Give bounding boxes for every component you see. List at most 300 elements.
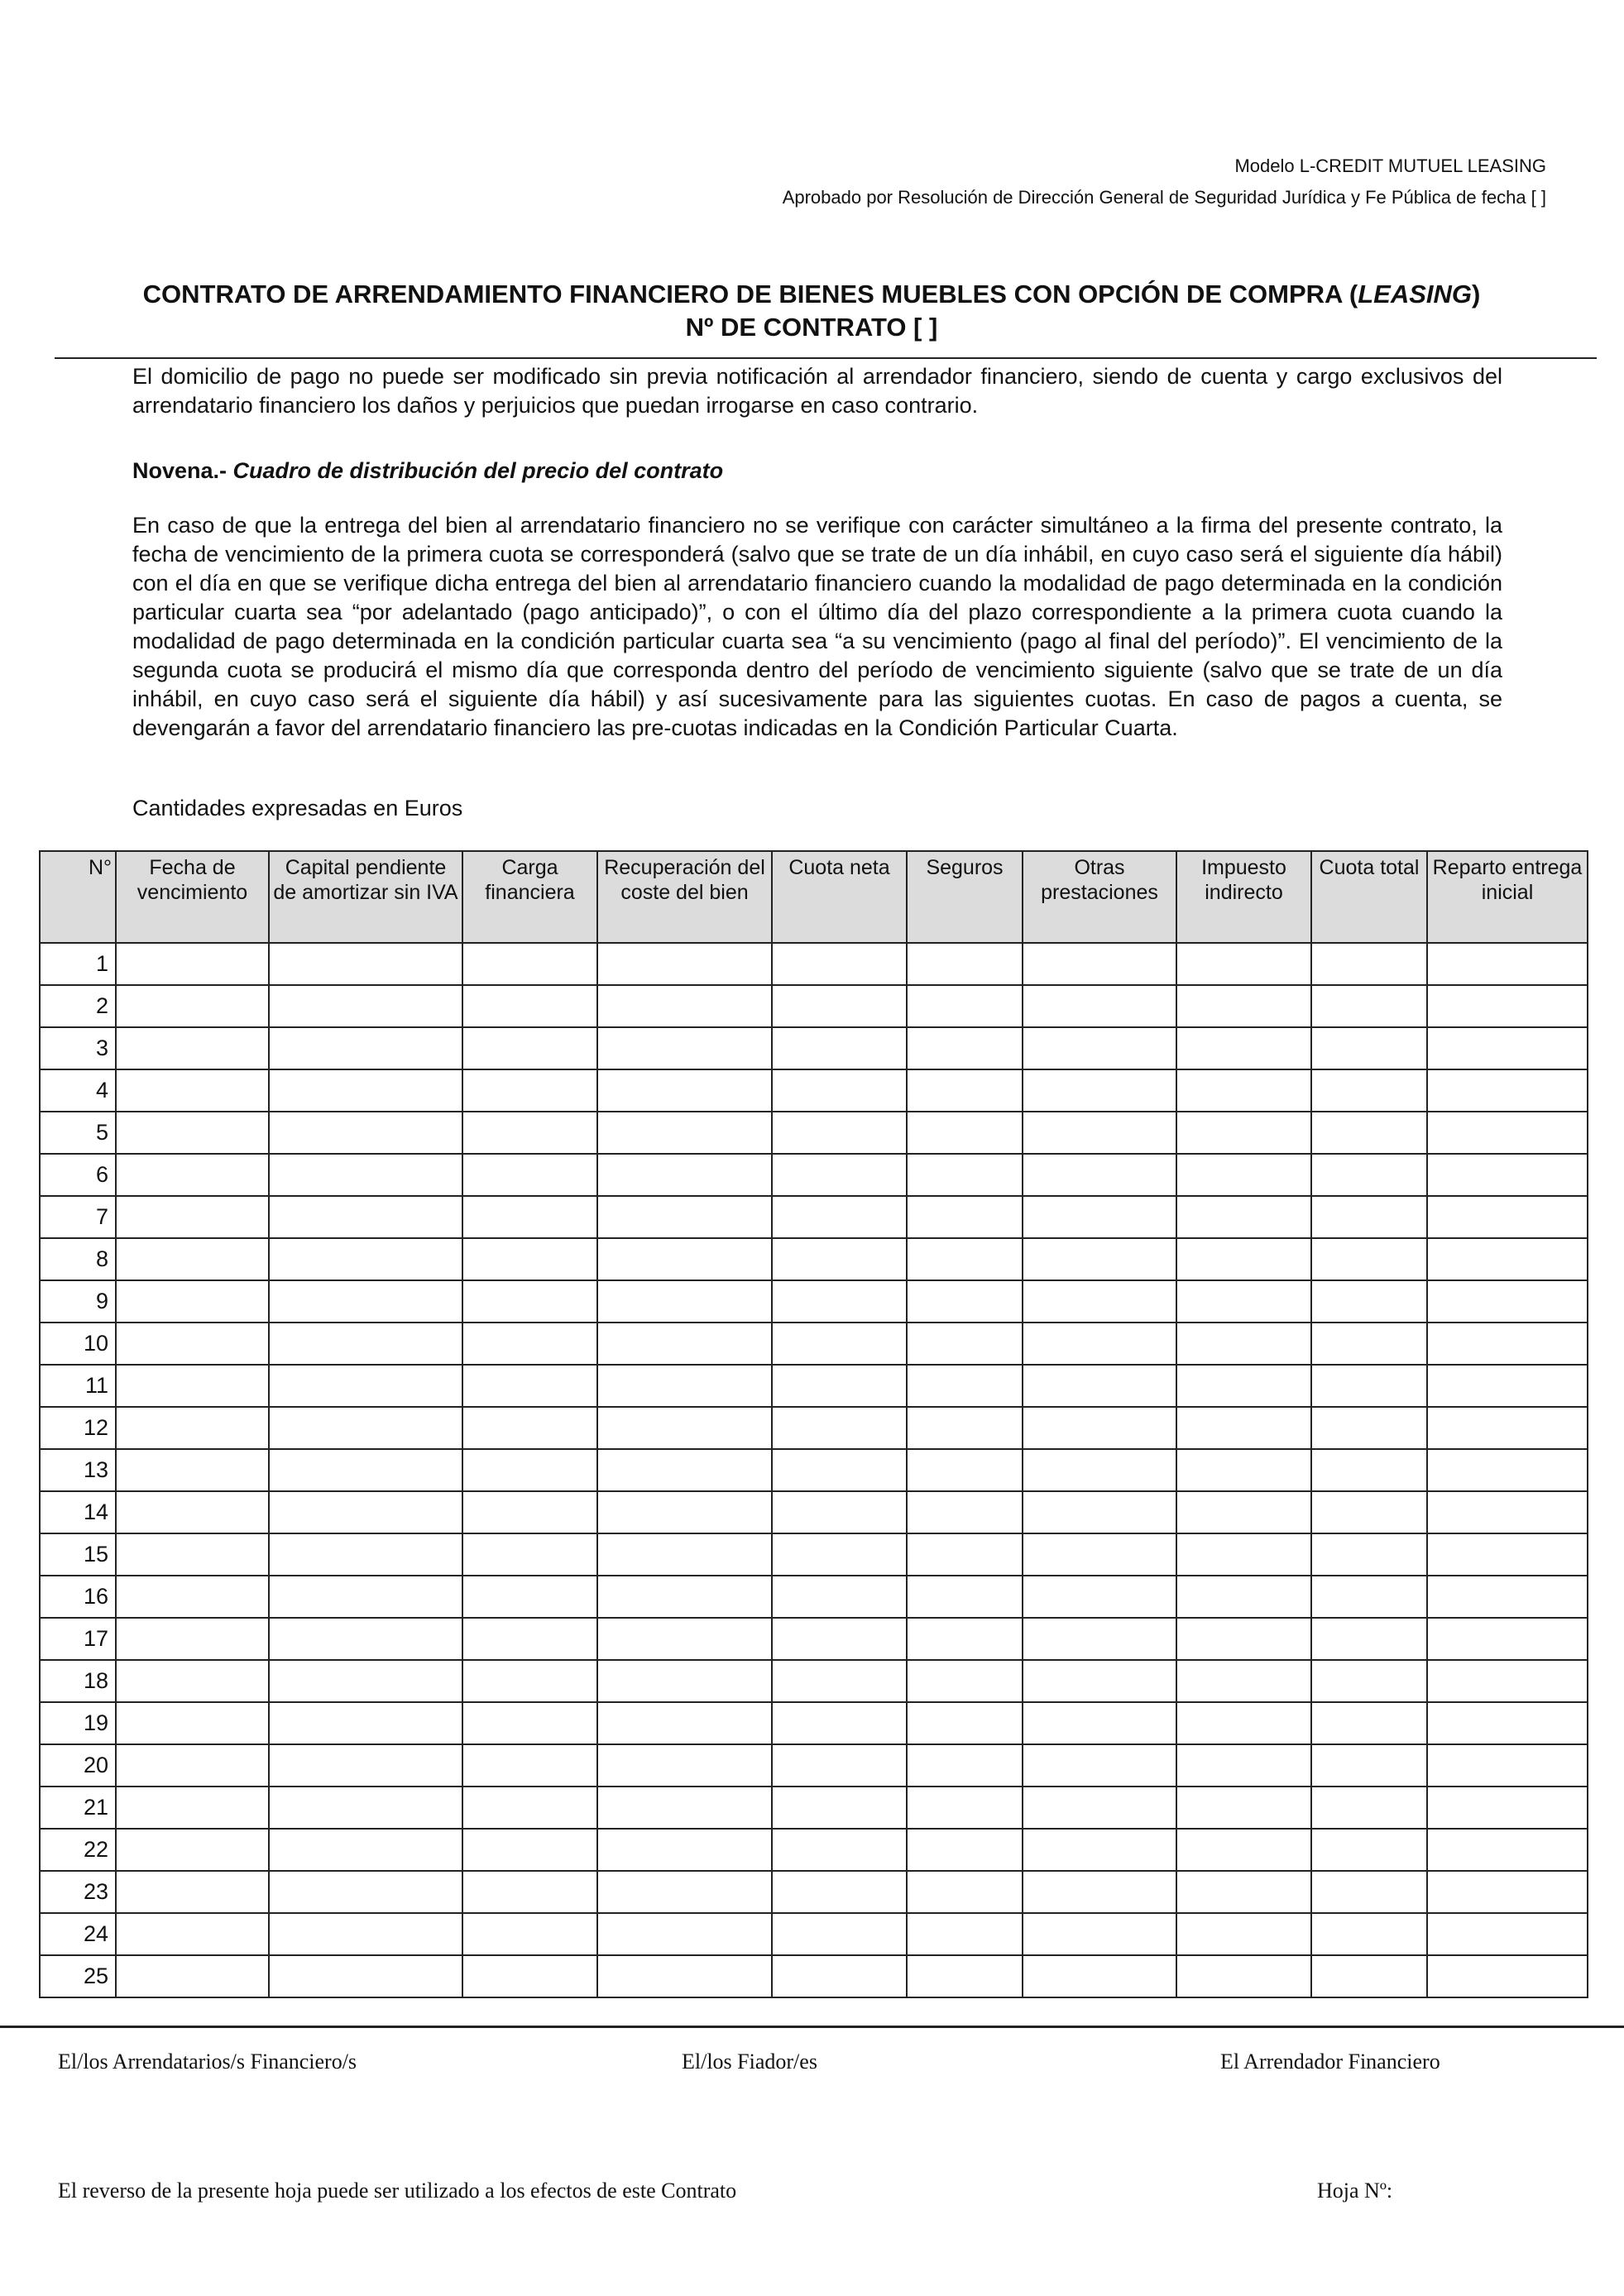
clause-paragraph: En caso de que la entrega del bien al arrendatario financiero no se verifique con carácter simultáneo a la firma del presente contrato, la fecha de vencimiento de la primera cuota se corresponderá (salvo que se trate de un día inhábil, en cuyo caso será el siguiente día hábil) con el día en que se verifique dicha entrega del bien al arrendatario financiero cuando la modalidad de pago determinada en la condición particular cuarta sea “por adelantado (pago anticipado)”, o con el último día del plazo correspondiente a la primera cuota cuando la modalidad de pago determinada en la condición particular cuarta sea “a su vencimiento (pago al final del período)”. El vencimiento de la segunda cuota se producirá el mismo día que corresponda dentro del período de vencimiento siguiente (salvo que se trate de un día inhábil, en cuyo caso será el siguiente día hábil) y así sucesivamente para las siguientes cuotas. En caso de pagos a cuenta, se devengarán a favor del arrendatario financiero las pre-cuotas indicadas en la Condición Particular Cuarta.: [132, 513, 1502, 740]
table-cell[interactable]: [907, 1871, 1023, 1913]
table-cell[interactable]: [597, 1618, 772, 1660]
signature-lessor: El Arrendador Financiero: [1220, 2050, 1440, 2074]
title-main: CONTRATO DE ARRENDAMIENTO FINANCIERO DE BIENES MUEBLES CON OPCIÓN DE COMPRA (: [142, 280, 1358, 309]
table-row: [40, 1702, 1588, 1744]
table-row: [40, 1154, 1588, 1196]
table-row: [40, 1280, 1588, 1323]
table-cell[interactable]: [1023, 1238, 1176, 1280]
table-cell[interactable]: [907, 1618, 1023, 1660]
table-cell[interactable]: [1427, 1280, 1588, 1323]
table-cell[interactable]: [116, 1787, 269, 1829]
table-cell[interactable]: [1176, 985, 1311, 1027]
table-cell[interactable]: [462, 1744, 597, 1787]
table-cell[interactable]: [1311, 1702, 1427, 1744]
table-cell[interactable]: [907, 1744, 1023, 1787]
table-cell[interactable]: [1427, 1196, 1588, 1238]
table-cell[interactable]: [269, 1660, 462, 1702]
table-cell[interactable]: [772, 943, 907, 985]
col-header-indirect-tax: Impuesto indirecto: [1176, 851, 1311, 943]
table-cell[interactable]: [1311, 1871, 1427, 1913]
table-cell[interactable]: [462, 1871, 597, 1913]
table-cell[interactable]: [1023, 1913, 1176, 1955]
table-cell[interactable]: [269, 1112, 462, 1154]
table-cell[interactable]: [116, 1744, 269, 1787]
table-cell[interactable]: [1176, 1449, 1311, 1491]
row-number: 11: [40, 1365, 116, 1407]
table-cell[interactable]: [462, 1576, 597, 1618]
row-number: 10: [40, 1323, 116, 1365]
table-cell[interactable]: [597, 1533, 772, 1576]
table-cell[interactable]: [1427, 985, 1588, 1027]
table-cell[interactable]: [116, 1618, 269, 1660]
table-cell[interactable]: [269, 1196, 462, 1238]
table-cell[interactable]: [772, 1027, 907, 1069]
table-cell[interactable]: [1427, 1787, 1588, 1829]
table-cell[interactable]: [1023, 1280, 1176, 1323]
col-header-other-services: Otras prestaciones: [1023, 851, 1176, 943]
table-cell[interactable]: [907, 1702, 1023, 1744]
table-cell[interactable]: [462, 943, 597, 985]
table-cell[interactable]: [269, 1744, 462, 1787]
table-cell[interactable]: [462, 1323, 597, 1365]
table-cell[interactable]: [1311, 1829, 1427, 1871]
row-number: 4: [40, 1069, 116, 1112]
table-cell[interactable]: [1427, 1618, 1588, 1660]
table-cell[interactable]: [462, 1280, 597, 1323]
table-cell[interactable]: [1311, 1365, 1427, 1407]
table-cell[interactable]: [1023, 1744, 1176, 1787]
col-header-due-date: Fecha de vencimiento: [116, 851, 269, 943]
table-cell[interactable]: [269, 1323, 462, 1365]
table-cell[interactable]: [1023, 943, 1176, 985]
table-cell[interactable]: [269, 1069, 462, 1112]
table-cell[interactable]: [1427, 1365, 1588, 1407]
row-number: 21: [40, 1787, 116, 1829]
table-cell[interactable]: [907, 1955, 1023, 1997]
table-cell[interactable]: [1427, 1660, 1588, 1702]
table-cell[interactable]: [1311, 1280, 1427, 1323]
table-row: [40, 1576, 1588, 1618]
table-cell[interactable]: [907, 1660, 1023, 1702]
table-cell[interactable]: [1311, 1154, 1427, 1196]
table-cell[interactable]: [269, 1154, 462, 1196]
table-cell[interactable]: [597, 1280, 772, 1323]
table-cell[interactable]: [462, 1829, 597, 1871]
table-cell[interactable]: [597, 1238, 772, 1280]
table-cell[interactable]: [1427, 1323, 1588, 1365]
table-cell[interactable]: [1023, 1533, 1176, 1576]
table-cell[interactable]: [116, 1871, 269, 1913]
table-cell[interactable]: [597, 1323, 772, 1365]
table-cell[interactable]: [116, 1112, 269, 1154]
table-cell[interactable]: [269, 1829, 462, 1871]
table-cell[interactable]: [1176, 1787, 1311, 1829]
table-cell[interactable]: [1311, 1533, 1427, 1576]
table-cell[interactable]: [1176, 1533, 1311, 1576]
table-cell[interactable]: [907, 1576, 1023, 1618]
approval-label: Aprobado por Resolución de Dirección General de Seguridad Jurídica y Fe Pública de fecha [ ]: [782, 187, 1546, 208]
table-cell[interactable]: [462, 1069, 597, 1112]
price-distribution-table: [39, 850, 1588, 1998]
table-cell[interactable]: [1427, 1871, 1588, 1913]
table-cell[interactable]: [462, 1365, 597, 1407]
table-cell[interactable]: [1176, 1112, 1311, 1154]
table-cell[interactable]: [1176, 1491, 1311, 1533]
table-cell[interactable]: [907, 1196, 1023, 1238]
row-number: 22: [40, 1829, 116, 1871]
table-body: [40, 943, 1588, 1997]
table-cell[interactable]: [1427, 1027, 1588, 1069]
table-cell[interactable]: [1176, 1069, 1311, 1112]
table-cell[interactable]: [597, 985, 772, 1027]
table-cell[interactable]: [597, 1955, 772, 1997]
table-cell[interactable]: [772, 1576, 907, 1618]
table-cell[interactable]: [1023, 1955, 1176, 1997]
col-header-net-installment: Cuota neta: [772, 851, 907, 943]
table-cell[interactable]: [1023, 985, 1176, 1027]
table-cell[interactable]: [1311, 1069, 1427, 1112]
table-cell[interactable]: [1176, 1196, 1311, 1238]
table-cell[interactable]: [772, 1196, 907, 1238]
table-cell[interactable]: [1176, 1955, 1311, 1997]
table-cell[interactable]: [1311, 1576, 1427, 1618]
table-cell[interactable]: [1427, 1069, 1588, 1112]
table-row: [40, 1787, 1588, 1829]
table-cell[interactable]: [1176, 1913, 1311, 1955]
table-row: [40, 1533, 1588, 1576]
table-cell[interactable]: [772, 985, 907, 1027]
table-cell[interactable]: [116, 1154, 269, 1196]
table-cell[interactable]: [597, 1027, 772, 1069]
table-cell[interactable]: [1311, 1407, 1427, 1449]
table-cell[interactable]: [269, 1618, 462, 1660]
table-cell[interactable]: [907, 1280, 1023, 1323]
table-cell[interactable]: [772, 1069, 907, 1112]
table-cell[interactable]: [116, 1280, 269, 1323]
table-cell[interactable]: [116, 1576, 269, 1618]
table-cell[interactable]: [269, 1491, 462, 1533]
table-cell[interactable]: [772, 1913, 907, 1955]
table-cell[interactable]: [907, 1913, 1023, 1955]
table-cell[interactable]: [907, 1491, 1023, 1533]
table-cell[interactable]: [1427, 1449, 1588, 1491]
table-cell[interactable]: [269, 1533, 462, 1576]
table-cell[interactable]: [1023, 1407, 1176, 1449]
table-cell[interactable]: [269, 1407, 462, 1449]
table-cell[interactable]: [1176, 1027, 1311, 1069]
table-cell[interactable]: [1311, 1196, 1427, 1238]
col-header-cost-recovery: Recuperación del coste del bien: [597, 851, 772, 943]
table-cell[interactable]: [907, 1112, 1023, 1154]
row-number: 17: [40, 1618, 116, 1660]
table-cell[interactable]: [772, 1618, 907, 1660]
table-cell[interactable]: [1176, 1323, 1311, 1365]
table-cell[interactable]: [1427, 1238, 1588, 1280]
reverse-note: El reverso de la presente hoja puede ser utilizado a los efectos de este Contrato: [58, 2179, 737, 2203]
table-cell[interactable]: [1023, 1618, 1176, 1660]
table-cell[interactable]: [116, 1533, 269, 1576]
table-cell[interactable]: [462, 1449, 597, 1491]
table-cell[interactable]: [597, 1365, 772, 1407]
table-cell[interactable]: [1176, 1744, 1311, 1787]
table-cell[interactable]: [462, 1238, 597, 1280]
signature-guarantors: El/los Fiador/es: [682, 2050, 817, 2074]
table-cell[interactable]: [1311, 1913, 1427, 1955]
table-cell[interactable]: [772, 1787, 907, 1829]
table-cell[interactable]: [772, 1871, 907, 1913]
table-cell[interactable]: [1023, 1491, 1176, 1533]
table-cell[interactable]: [1311, 1955, 1427, 1997]
table-cell[interactable]: [269, 1449, 462, 1491]
table-cell[interactable]: [597, 1660, 772, 1702]
table-cell[interactable]: [1427, 1955, 1588, 1997]
table-cell[interactable]: [116, 1069, 269, 1112]
table-cell[interactable]: [269, 1576, 462, 1618]
table-cell[interactable]: [1311, 1787, 1427, 1829]
table-cell[interactable]: [1311, 1027, 1427, 1069]
table-cell[interactable]: [1023, 1027, 1176, 1069]
table-cell[interactable]: [1427, 1913, 1588, 1955]
table-cell[interactable]: [1311, 1744, 1427, 1787]
table-cell[interactable]: [116, 1196, 269, 1238]
table-cell[interactable]: [116, 1407, 269, 1449]
table-cell[interactable]: [907, 1365, 1023, 1407]
table-cell[interactable]: [462, 1660, 597, 1702]
table-cell[interactable]: [597, 1913, 772, 1955]
table-cell[interactable]: [772, 1955, 907, 1997]
table-cell[interactable]: [269, 1365, 462, 1407]
table-cell[interactable]: [1176, 1702, 1311, 1744]
table-cell[interactable]: [462, 1491, 597, 1533]
table-cell[interactable]: [116, 1238, 269, 1280]
table-cell[interactable]: [597, 1407, 772, 1449]
table-cell[interactable]: [462, 1618, 597, 1660]
table-cell[interactable]: [1311, 985, 1427, 1027]
table-cell[interactable]: [907, 1238, 1023, 1280]
table-cell[interactable]: [772, 1449, 907, 1491]
table-cell[interactable]: [1427, 1112, 1588, 1154]
table-cell[interactable]: [772, 1744, 907, 1787]
table-cell[interactable]: [269, 1787, 462, 1829]
table-cell[interactable]: [1311, 1618, 1427, 1660]
table-cell[interactable]: [462, 1196, 597, 1238]
table-cell[interactable]: [269, 1280, 462, 1323]
row-number: 19: [40, 1702, 116, 1744]
table-cell[interactable]: [597, 1196, 772, 1238]
table-cell[interactable]: [907, 1829, 1023, 1871]
table-cell[interactable]: [1427, 1576, 1588, 1618]
table-cell[interactable]: [462, 1407, 597, 1449]
table-cell[interactable]: [269, 1871, 462, 1913]
row-number: 6: [40, 1154, 116, 1196]
table-cell[interactable]: [597, 1829, 772, 1871]
table-cell[interactable]: [269, 943, 462, 985]
table-row: [40, 1618, 1588, 1660]
table-cell[interactable]: [597, 1744, 772, 1787]
table-row: [40, 1112, 1588, 1154]
clause-number: Novena.-: [132, 458, 228, 483]
table-cell[interactable]: [907, 943, 1023, 985]
table-cell[interactable]: [462, 1787, 597, 1829]
table-cell[interactable]: [1311, 1112, 1427, 1154]
table-row: [40, 1491, 1588, 1533]
table-cell[interactable]: [1311, 1491, 1427, 1533]
title-close: ): [1472, 280, 1481, 309]
table-cell[interactable]: [1023, 1154, 1176, 1196]
table-cell[interactable]: [269, 1027, 462, 1069]
table-cell[interactable]: [116, 1323, 269, 1365]
table-row: [40, 1829, 1588, 1871]
table-cell[interactable]: [1023, 1323, 1176, 1365]
table-cell[interactable]: [1176, 1829, 1311, 1871]
table-cell[interactable]: [1176, 1238, 1311, 1280]
table-cell[interactable]: [269, 1702, 462, 1744]
table-cell[interactable]: [1023, 1871, 1176, 1913]
table-cell[interactable]: [116, 1702, 269, 1744]
table-cell[interactable]: [116, 1660, 269, 1702]
table-cell[interactable]: [1023, 1196, 1176, 1238]
table-cell[interactable]: [1176, 1154, 1311, 1196]
table-cell[interactable]: [597, 1449, 772, 1491]
table-cell[interactable]: [1176, 1365, 1311, 1407]
table-cell[interactable]: [269, 985, 462, 1027]
table-cell[interactable]: [462, 1027, 597, 1069]
table-cell[interactable]: [1427, 1154, 1588, 1196]
table-cell[interactable]: [269, 1955, 462, 1997]
table-cell[interactable]: [772, 1323, 907, 1365]
table-cell[interactable]: [1311, 1660, 1427, 1702]
row-number: 24: [40, 1913, 116, 1955]
table-cell[interactable]: [1023, 1365, 1176, 1407]
table-cell[interactable]: [462, 1154, 597, 1196]
table-cell[interactable]: [116, 1027, 269, 1069]
table-cell[interactable]: [116, 1913, 269, 1955]
table-cell[interactable]: [772, 1533, 907, 1576]
table-cell[interactable]: [116, 1449, 269, 1491]
title-line-1: [55, 278, 1569, 311]
table-cell[interactable]: [597, 1702, 772, 1744]
table-cell[interactable]: [1176, 1280, 1311, 1323]
table-cell[interactable]: [907, 985, 1023, 1027]
table-row: [40, 1955, 1588, 1997]
table-cell[interactable]: [1427, 1533, 1588, 1576]
table-cell[interactable]: [907, 1154, 1023, 1196]
table-cell[interactable]: [1023, 1787, 1176, 1829]
table-cell[interactable]: [116, 1491, 269, 1533]
table-cell[interactable]: [269, 1238, 462, 1280]
table-cell[interactable]: [1023, 1660, 1176, 1702]
table-cell[interactable]: [1427, 1702, 1588, 1744]
table-cell[interactable]: [772, 1829, 907, 1871]
table-row: [40, 1660, 1588, 1702]
table-cell[interactable]: [1311, 1323, 1427, 1365]
table-cell[interactable]: [1023, 1112, 1176, 1154]
table-cell[interactable]: [462, 1702, 597, 1744]
table-cell[interactable]: [907, 1533, 1023, 1576]
row-number: 5: [40, 1112, 116, 1154]
table-cell[interactable]: [1311, 1449, 1427, 1491]
table-row: [40, 1027, 1588, 1069]
table-cell[interactable]: [1427, 943, 1588, 985]
table-header-row: [40, 851, 1588, 943]
table-cell[interactable]: [462, 985, 597, 1027]
table-cell[interactable]: [1023, 1702, 1176, 1744]
table-cell[interactable]: [1023, 1449, 1176, 1491]
table-cell[interactable]: [907, 1027, 1023, 1069]
table-cell[interactable]: [772, 1112, 907, 1154]
table-cell[interactable]: [116, 985, 269, 1027]
table-cell[interactable]: [907, 1449, 1023, 1491]
table-cell[interactable]: [597, 1871, 772, 1913]
table-cell[interactable]: [772, 1660, 907, 1702]
table-cell[interactable]: [462, 1533, 597, 1576]
table-cell[interactable]: [1176, 1576, 1311, 1618]
document-title: [55, 278, 1569, 344]
table-cell[interactable]: [772, 1154, 907, 1196]
table-cell[interactable]: [1176, 1660, 1311, 1702]
table-cell[interactable]: [907, 1787, 1023, 1829]
table-cell[interactable]: [1427, 1407, 1588, 1449]
table-cell[interactable]: [907, 1323, 1023, 1365]
table-cell[interactable]: [1427, 1491, 1588, 1533]
table-cell[interactable]: [907, 1407, 1023, 1449]
table-cell[interactable]: [1176, 1407, 1311, 1449]
table-cell[interactable]: [772, 1365, 907, 1407]
table-cell[interactable]: [1427, 1744, 1588, 1787]
table-cell[interactable]: [772, 1491, 907, 1533]
table-cell[interactable]: [116, 1829, 269, 1871]
row-number: 14: [40, 1491, 116, 1533]
table-cell[interactable]: [116, 1955, 269, 1997]
table-cell[interactable]: [597, 1112, 772, 1154]
contract-number: Nº DE CONTRATO [ ]: [685, 313, 938, 342]
table-cell[interactable]: [1023, 1576, 1176, 1618]
table-cell[interactable]: [462, 1955, 597, 1997]
table-cell[interactable]: [1427, 1829, 1588, 1871]
table-cell[interactable]: [597, 943, 772, 985]
row-number: 15: [40, 1533, 116, 1576]
table-cell[interactable]: [1311, 1238, 1427, 1280]
table-cell[interactable]: [1176, 1618, 1311, 1660]
table-row: [40, 1449, 1588, 1491]
row-number: 20: [40, 1744, 116, 1787]
table-cell[interactable]: [462, 1913, 597, 1955]
table-cell[interactable]: [1023, 1829, 1176, 1871]
table-cell[interactable]: [1176, 943, 1311, 985]
table-cell[interactable]: [772, 1280, 907, 1323]
table-cell[interactable]: [1176, 1871, 1311, 1913]
table-cell[interactable]: [597, 1491, 772, 1533]
table-cell[interactable]: [772, 1702, 907, 1744]
table-cell[interactable]: [597, 1576, 772, 1618]
table-cell[interactable]: [1311, 943, 1427, 985]
table-cell[interactable]: [269, 1913, 462, 1955]
table-cell[interactable]: [597, 1154, 772, 1196]
table-row: [40, 1196, 1588, 1238]
table-cell[interactable]: [116, 1365, 269, 1407]
table-cell[interactable]: [462, 1112, 597, 1154]
table-cell[interactable]: [772, 1407, 907, 1449]
table-cell[interactable]: [597, 1787, 772, 1829]
table-row: [40, 1069, 1588, 1112]
table-cell[interactable]: [907, 1069, 1023, 1112]
table-cell[interactable]: [597, 1069, 772, 1112]
table-cell[interactable]: [772, 1238, 907, 1280]
col-header-financial-charge: Carga financiera: [462, 851, 597, 943]
table-cell[interactable]: [116, 943, 269, 985]
table-cell[interactable]: [1023, 1069, 1176, 1112]
col-header-initial-delivery: Reparto entrega inicial: [1427, 851, 1588, 943]
